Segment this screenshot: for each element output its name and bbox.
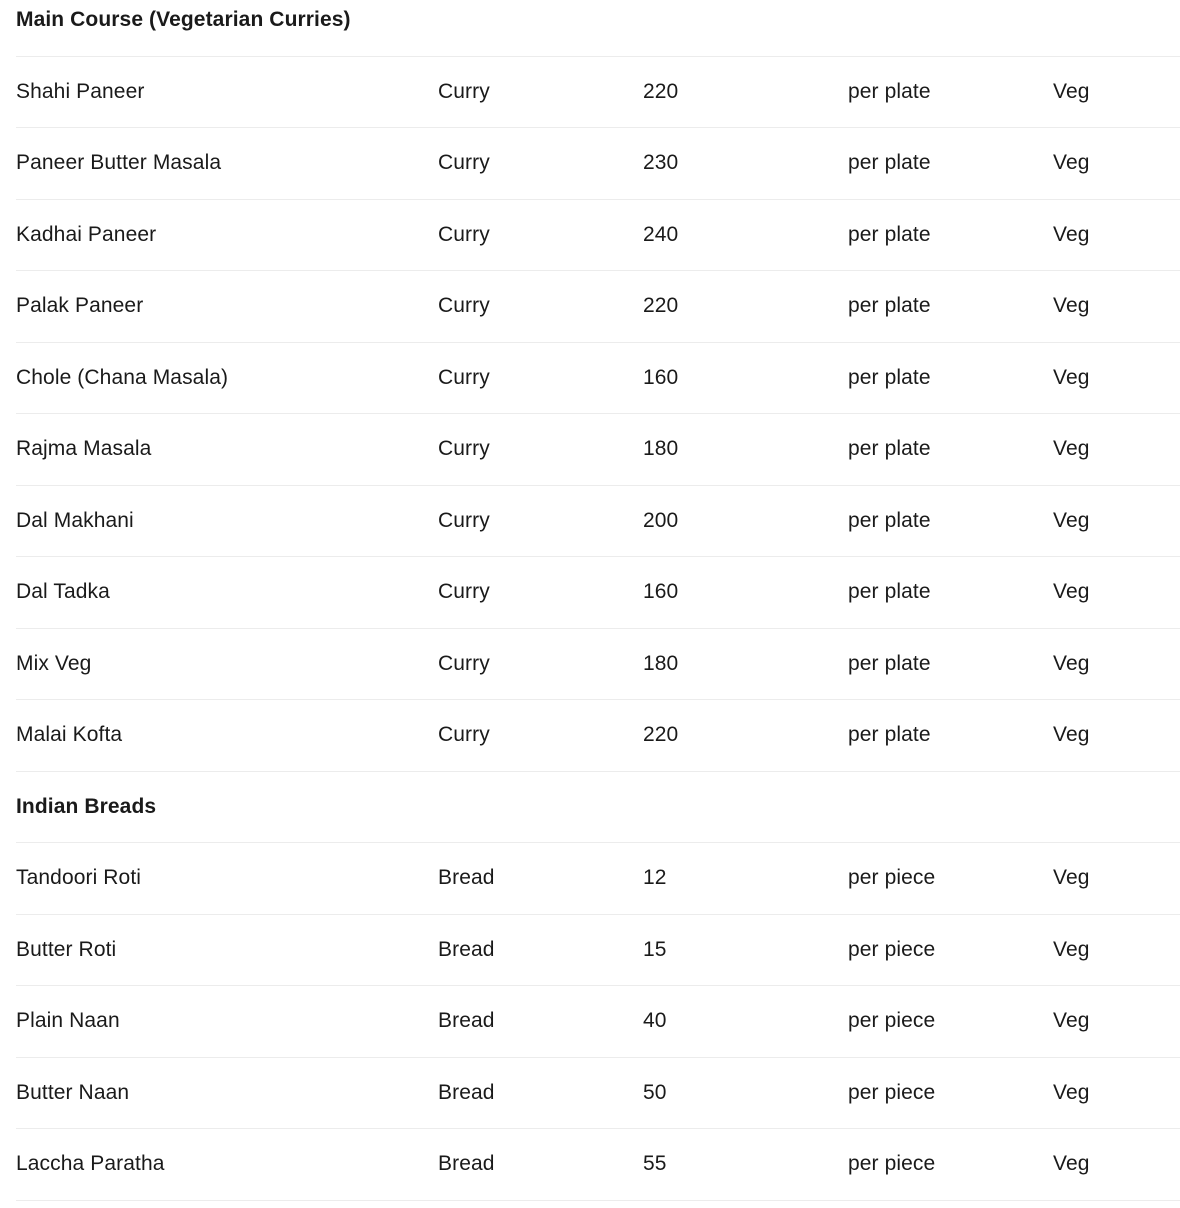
item-name: Kadhai Paneer (16, 222, 157, 246)
item-unit: per plate (848, 508, 931, 532)
item-unit: per plate (848, 723, 931, 747)
item-type: Veg (1053, 437, 1090, 461)
table-row (16, 57, 1180, 129)
item-name: Malai Kofta (16, 723, 123, 747)
table-row (16, 629, 1180, 701)
item-unit: per plate (848, 437, 931, 461)
item-category: Curry (438, 651, 490, 675)
item-price: 230 (643, 151, 679, 175)
item-type: Veg (1053, 937, 1090, 961)
item-category: Curry (438, 365, 490, 389)
item-price: 50 (643, 1080, 667, 1104)
item-unit: per piece (848, 1152, 936, 1176)
menu-table (16, 0, 1180, 1201)
item-category: Bread (438, 1009, 495, 1033)
item-unit: per plate (848, 79, 931, 103)
item-category: Bread (438, 1080, 495, 1104)
item-unit: per piece (848, 866, 936, 890)
item-unit: per plate (848, 580, 931, 604)
item-price: 240 (643, 222, 679, 246)
item-unit: per piece (848, 1009, 936, 1033)
item-price: 160 (643, 365, 679, 389)
item-category: Curry (438, 508, 490, 532)
item-name: Butter Roti (16, 937, 117, 961)
item-name: Dal Tadka (16, 580, 110, 604)
item-name: Shahi Paneer (16, 79, 145, 103)
item-name: Laccha Paratha (16, 1152, 165, 1176)
item-category: Curry (438, 151, 490, 175)
item-unit: per plate (848, 651, 931, 675)
item-price: 220 (643, 723, 679, 747)
section-title: Main Course (Vegetarian Curries) (16, 8, 351, 32)
item-price: 40 (643, 1009, 667, 1033)
item-type: Veg (1053, 580, 1090, 604)
table-row (16, 843, 1180, 915)
item-name: Plain Naan (16, 1009, 120, 1033)
item-unit: per piece (848, 937, 936, 961)
item-price: 200 (643, 508, 679, 532)
table-row (16, 1058, 1180, 1130)
item-name: Rajma Masala (16, 437, 152, 461)
item-type: Veg (1053, 365, 1090, 389)
item-category: Curry (438, 437, 490, 461)
section-title: Indian Breads (16, 794, 157, 818)
item-category: Curry (438, 580, 490, 604)
item-type: Veg (1053, 866, 1090, 890)
item-category: Curry (438, 222, 490, 246)
item-price: 180 (643, 437, 679, 461)
item-type: Veg (1053, 723, 1090, 747)
item-price: 55 (643, 1152, 667, 1176)
table-row (16, 200, 1180, 272)
item-unit: per plate (848, 365, 931, 389)
table-row (16, 1129, 1180, 1201)
item-name: Mix Veg (16, 651, 92, 675)
item-unit: per plate (848, 222, 931, 246)
item-type: Veg (1053, 1080, 1090, 1104)
table-row (16, 486, 1180, 558)
item-category: Curry (438, 79, 490, 103)
item-price: 220 (643, 79, 679, 103)
item-category: Bread (438, 1152, 495, 1176)
table-row (16, 557, 1180, 629)
item-type: Veg (1053, 294, 1090, 318)
item-unit: per plate (848, 294, 931, 318)
item-price: 180 (643, 651, 679, 675)
item-category: Bread (438, 866, 495, 890)
item-price: 220 (643, 294, 679, 318)
table-row (16, 414, 1180, 486)
item-category: Curry (438, 723, 490, 747)
item-name: Chole (Chana Masala) (16, 365, 229, 389)
table-row (16, 915, 1180, 987)
item-category: Bread (438, 937, 495, 961)
item-name: Palak Paneer (16, 294, 144, 318)
item-type: Veg (1053, 222, 1090, 246)
item-unit: per piece (848, 1080, 936, 1104)
item-price: 160 (643, 580, 679, 604)
table-row (16, 271, 1180, 343)
item-unit: per plate (848, 151, 931, 175)
item-price: 12 (643, 866, 667, 890)
item-price: 15 (643, 937, 667, 961)
section-header-main-course (16, 0, 1180, 57)
table-row (16, 128, 1180, 200)
item-name: Dal Makhani (16, 508, 134, 532)
table-row (16, 986, 1180, 1058)
table-row (16, 700, 1180, 772)
item-type: Veg (1053, 508, 1090, 532)
item-name: Tandoori Roti (16, 866, 142, 890)
table-row (16, 343, 1180, 415)
item-category: Curry (438, 294, 490, 318)
item-type: Veg (1053, 1152, 1090, 1176)
item-name: Paneer Butter Masala (16, 151, 222, 175)
item-type: Veg (1053, 1009, 1090, 1033)
item-name: Butter Naan (16, 1080, 130, 1104)
section-header-indian-breads (16, 772, 1180, 844)
item-type: Veg (1053, 79, 1090, 103)
item-type: Veg (1053, 151, 1090, 175)
item-type: Veg (1053, 651, 1090, 675)
